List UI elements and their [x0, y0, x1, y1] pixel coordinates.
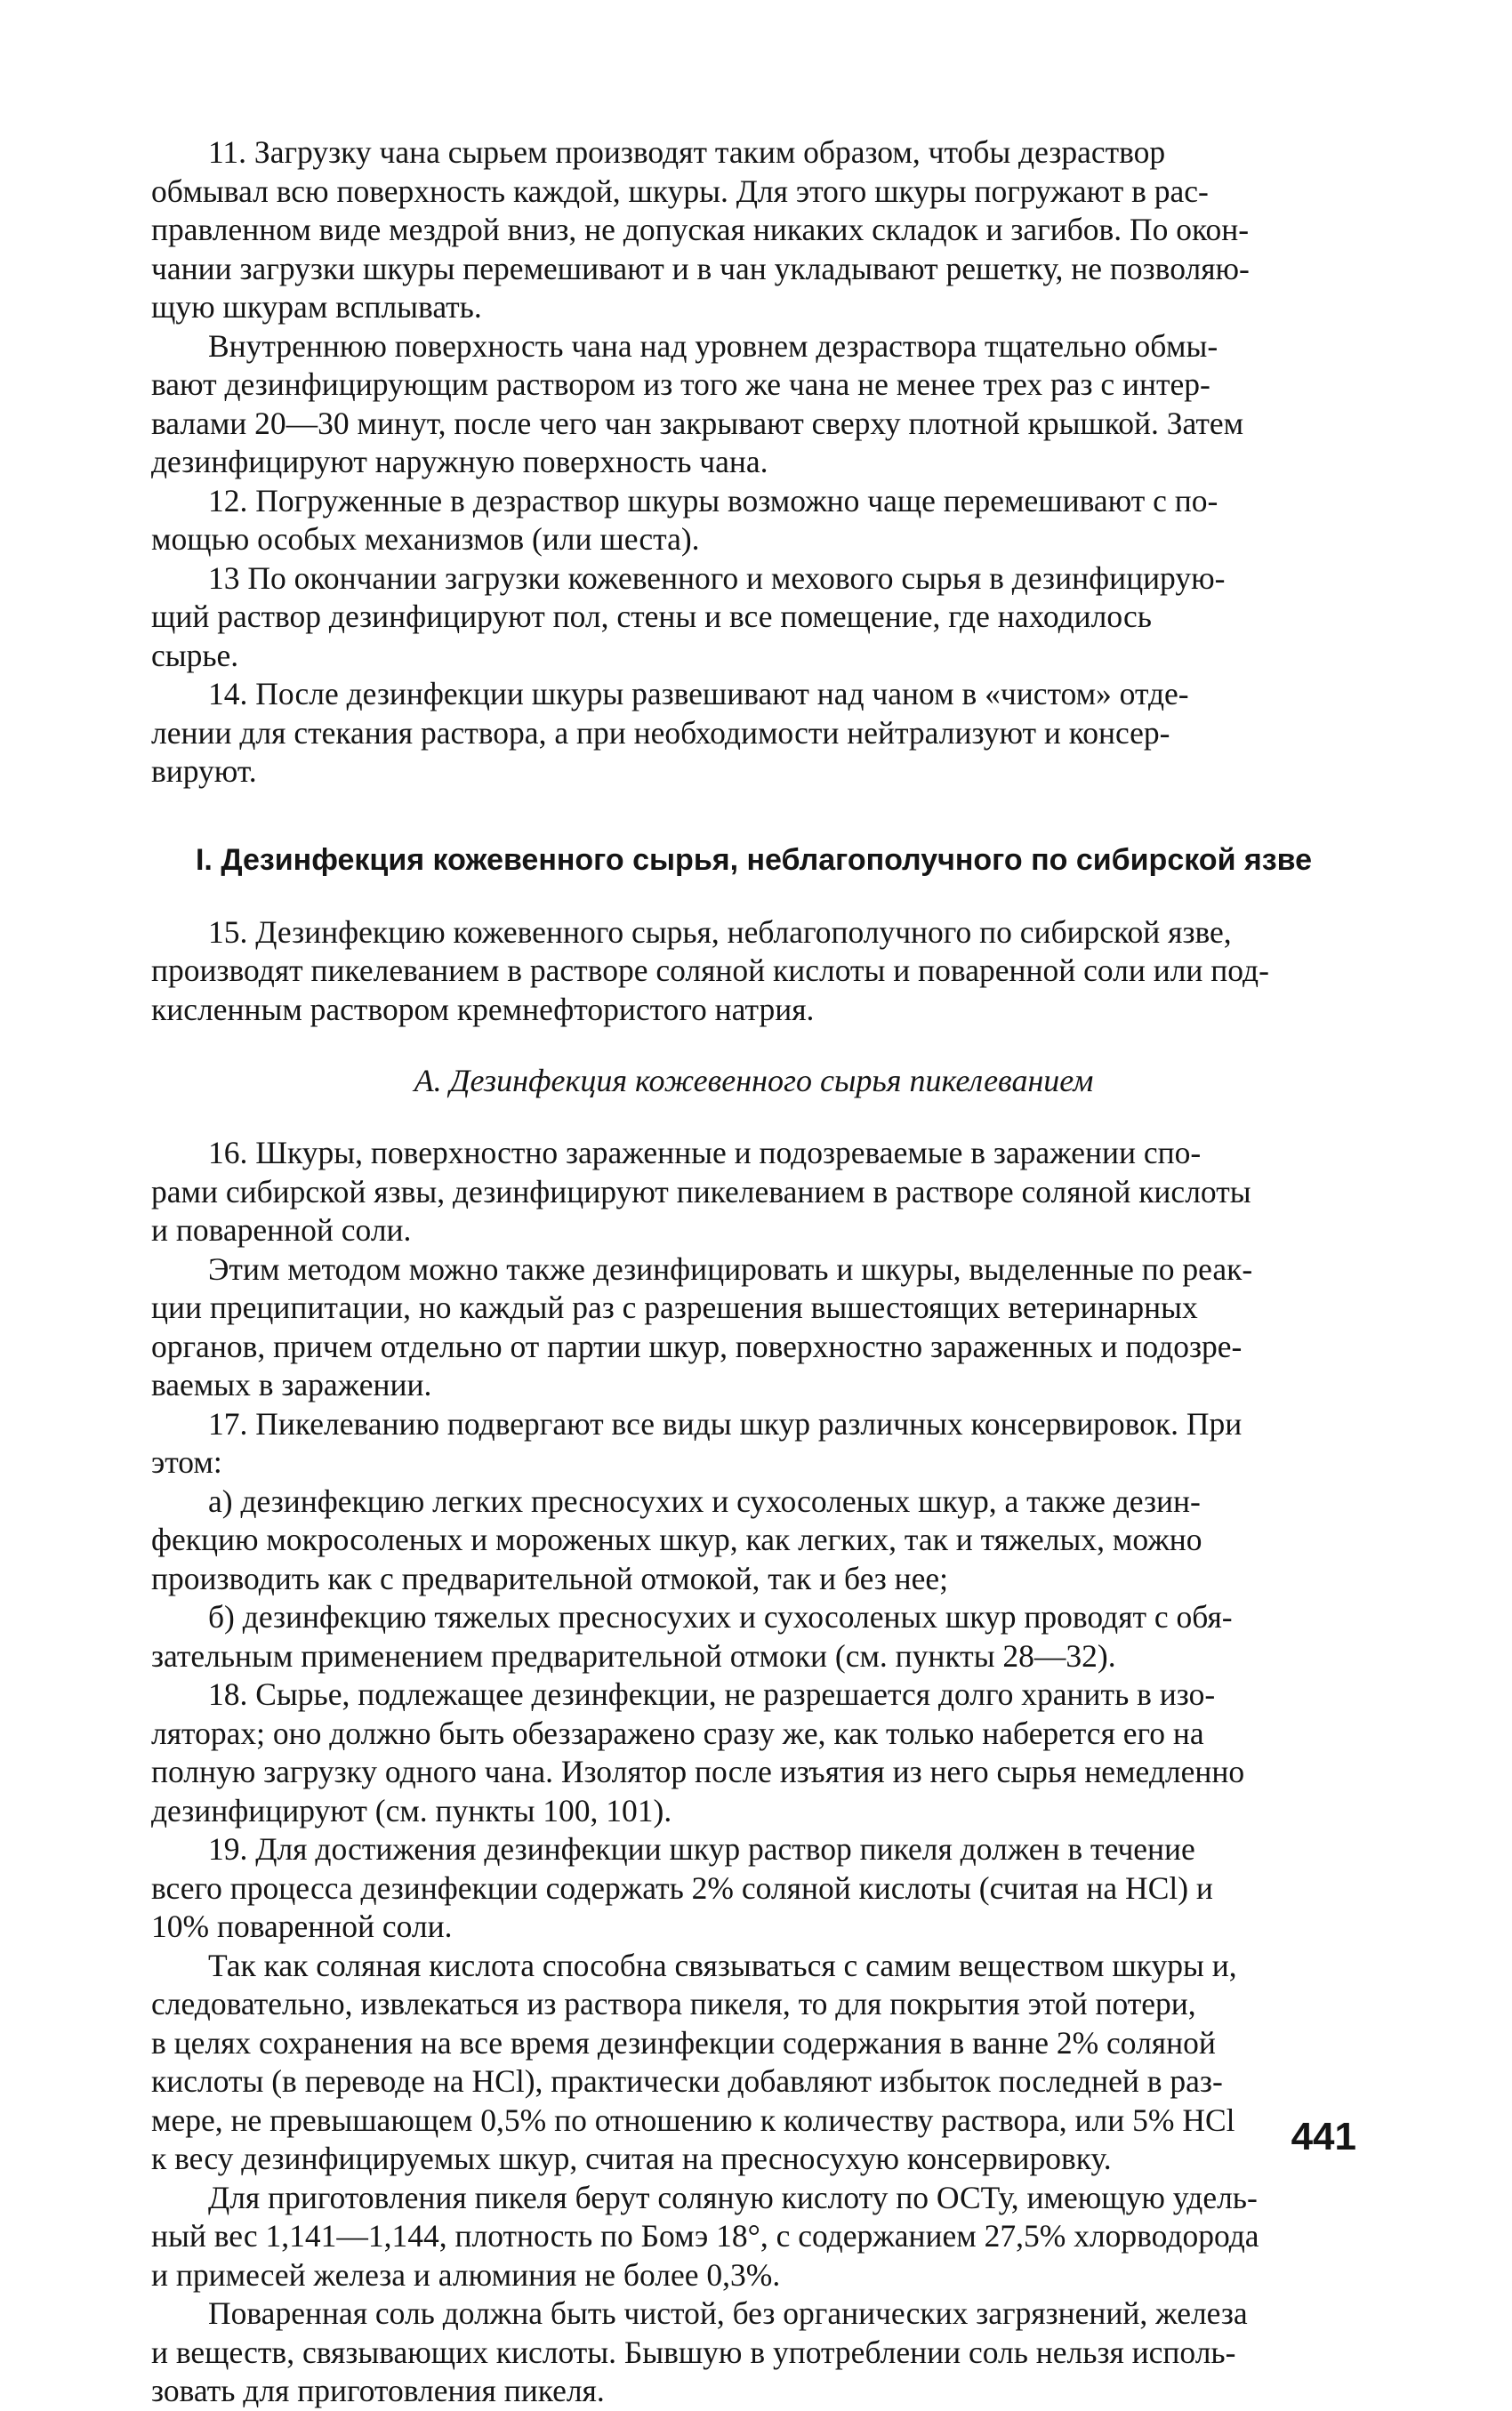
paragraph-14: 14. После дезинфекции шкуры развешивают над чаном в «чистом» отде- лении для стекания раствора, а при необходимости нейтрализуют и консер- вируют. — [151, 676, 1189, 789]
paragraph-19-continued: Так как соляная кислота способна связываться с самим веществом шкуры и, следовательно, извлекаться из раствора пикеля, то для покрытия этой потери, в целях сохранения на все время дезинфекции содержания в ванне 2% соляной кислоты (в переводе на НСl), практически добавляют избыток последней в раз- мере, не превышающем 0,5% по отношению к количеству раствора, или 5% НСl к весу дезинфицируемых шкур, считая на пресносухую консервировку. — [151, 1947, 1237, 2176]
paragraph-12: 12. Погруженные в дезраствор шкуры возможно чаще перемешивают с по- мощью особых механизмов (или шеста). — [151, 482, 1218, 557]
paragraph-13: 13 По окончании загрузки кожевенного и мехового сырья в дезинфицирую- щий раствор дезинфицируют пол, стены и все помещение, где находилось сырье. — [151, 559, 1226, 673]
paragraph-17-a: а) дезинфекцию легких пресносухих и сухосоленых шкур, а также дезин- фекцию мокросоленых и мороженых шкур, как легких, так и тяжелых, можно производить как с предварительной отмокой, так и без нее; — [151, 1483, 1202, 1596]
paragraph-17-b: б) дезинфекцию тяжелых пресносухих и сухосоленых шкур проводят с обя- зательным применением предварительной отмоки (см. пункты 28—32). — [151, 1599, 1233, 1674]
paragraph-11-continued: Внутреннюю поверхность чана над уровнем дезраствора тщательно обмы- вают дезинфицирующим раствором из того же чана не менее трех раз с интер- валами 20—30 минут, после чего чан закрывают сверху плотной крышкой. Затем дезинфицируют наружную поверхность чана. — [151, 327, 1244, 479]
paragraph-11: 11. Загрузку чана сырьем производят таким образом, чтобы дезраствор обмывал всю поверхность каждой, шкуры. Для этого шкуры погружают в рас- правленном виде мездрой вниз, не допуская никаких складок и загибов. По окон- чании загрузки шкуры перемешивают и в чан укладывают решетку, не позволяю- щую шкурам всплывать. — [151, 134, 1250, 325]
paragraph-15: 15. Дезинфекцию кожевенного сырья, неблагополучного по сибирской язве, производят пикелеванием в растворе соляной кислоты и поваренной соли или под- кисленным раствором кремнефтористого натрия. — [151, 913, 1269, 1027]
section-heading: I. Дезинфекция кожевенного сырья, неблагополучного по сибирской язве — [195, 842, 1313, 877]
paragraph-19: 19. Для достижения дезинфекции шкур раствор пикеля должен в течение всего процесса дезинфекции содержать 2% соляной кислоты (считая на НСl) и 10% поваренной соли. — [151, 1831, 1213, 1944]
page-number: 441 — [1291, 2115, 1356, 2158]
paragraph-pickle-preparation: Для приготовления пикеля берут соляную кислоту по ОСТу, имеющую удель- ный вес 1,141—1,144, плотность по Бомэ 18°, с содержанием 27,5% хлорводорода и примесей железа и алюминия не более 0,3%. — [151, 2179, 1259, 2293]
paragraph-salt-requirements: Поваренная соль должна быть чистой, без органических загрязнений, железа и веществ, связывающих кислоты. Бывшую в употреблении соль нельзя исполь- зовать для приготовления пикеля. — [151, 2295, 1248, 2408]
document-page — [151, 133, 1356, 2408]
paragraph-16: 16. Шкуры, поверхностно зараженные и подозреваемые в заражении спо- рами сибирской язвы, дезинфицируют пикелеванием в растворе соляной кислоты и поваренной соли. — [151, 1135, 1251, 1248]
paragraph-17: 17. Пикелеванию подвергают все виды шкур различных консервировок. При этом: — [151, 1405, 1243, 1480]
paragraph-18: 18. Сырье, подлежащее дезинфекции, не разрешается долго хранить в изо- ляторах; оно должно быть обеззаражено сразу же, как только наберется его на полную загрузку одного чана. Изолятор после изъятия из него сырья немедленно дезинфицируют (см. пункты 100, 101). — [151, 1676, 1245, 1828]
paragraph-16-continued: Этим методом можно также дезинфицировать и шкуры, выделенные по реак- ции преципитации, но каждый раз с разрешения вышестоящих ветеринарных органов, причем отдельно от партии шкур, поверхностно зараженных и подозре- ваемых в заражении. — [151, 1250, 1253, 1402]
subsection-heading: А. Дезинфекция кожевенного сырья пикелеванием — [414, 1063, 1094, 1098]
